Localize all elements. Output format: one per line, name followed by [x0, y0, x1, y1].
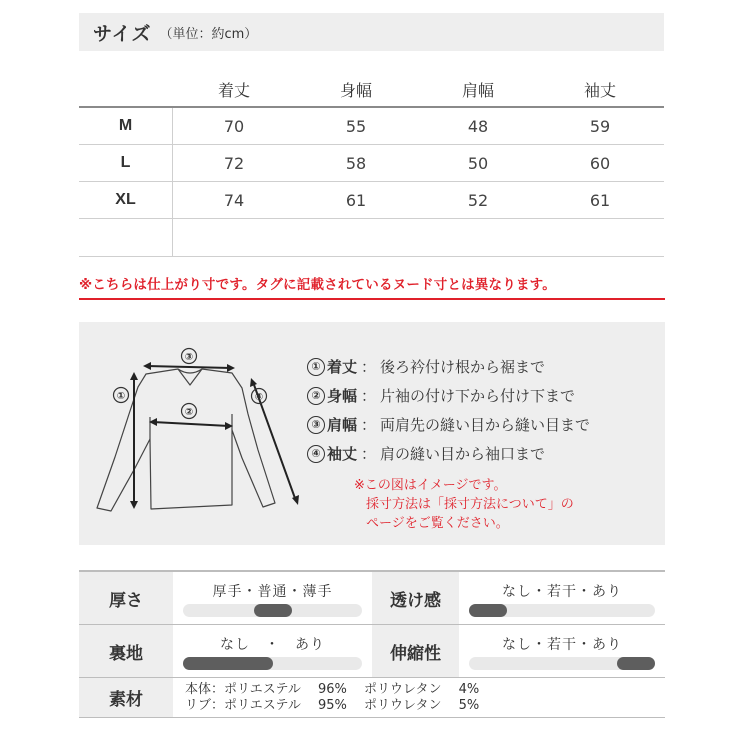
diagram-note-line: 採寸方法は「採寸方法について」の	[366, 497, 574, 512]
table-header-row	[79, 72, 664, 108]
table-cell: 74	[223, 190, 245, 210]
measure-description: 肩の縫い目から袖口まで	[380, 445, 546, 463]
stretch-label: 伸縮性	[372, 625, 459, 677]
size-label: XL	[79, 182, 173, 218]
attribute-row	[79, 572, 665, 625]
material-value	[173, 678, 665, 717]
arrow-head	[143, 362, 151, 370]
arrow-head	[227, 364, 235, 372]
table-cell: 52	[467, 190, 489, 210]
measure-item	[307, 439, 590, 468]
table-cell: 55	[345, 116, 367, 136]
measure-separator: ：	[361, 445, 377, 463]
shoulder-arrow-line	[147, 366, 231, 368]
measure-number: ②	[307, 387, 325, 405]
unit-label: （単位：約cm）	[159, 26, 258, 42]
measure-name: 袖丈	[327, 445, 358, 463]
lining-value	[173, 625, 372, 677]
corner-cell	[79, 72, 173, 106]
lining-label: 裏地	[79, 625, 173, 677]
measure-separator: ：	[361, 387, 377, 405]
measure-name: 肩幅	[327, 416, 358, 434]
sheerness-indicator	[469, 604, 507, 617]
table-row	[79, 108, 664, 145]
marker-3: ③	[184, 352, 194, 363]
column-header: 袖丈	[583, 80, 616, 100]
arrow-head	[292, 495, 299, 505]
sheerness-options: なし・若干・あり	[502, 584, 622, 600]
size-header	[79, 13, 664, 51]
finish-size-note: ※こちらは仕上がり寸です。タグに記載されているヌード寸とは異なります。	[79, 273, 665, 300]
table-cell: 61	[589, 190, 611, 210]
table-row	[79, 182, 664, 219]
measure-item	[307, 410, 590, 439]
marker-2: ②	[184, 407, 194, 418]
attribute-table	[79, 570, 665, 718]
stretch-value	[459, 625, 665, 677]
measure-description: 片袖の付け下から付け下まで	[380, 387, 576, 405]
table-row	[79, 145, 664, 182]
measurement-list	[307, 352, 590, 468]
size-label	[79, 219, 173, 256]
column-header: 肩幅	[461, 80, 494, 100]
diagram-note-line: ページをご覧ください。	[366, 516, 509, 531]
lining-scale	[183, 657, 362, 670]
stretch-scale	[469, 657, 655, 670]
material-line: リブ：ポリエステル 95% ポリウレタン 5%	[185, 697, 480, 713]
size-label: L	[79, 145, 173, 181]
column-header: 身幅	[339, 80, 372, 100]
measure-name: 身幅	[327, 387, 358, 405]
measure-item	[307, 352, 590, 381]
thickness-label: 厚さ	[79, 572, 173, 624]
collar-line	[178, 369, 202, 373]
thickness-scale	[183, 604, 362, 617]
width-arrow-line	[153, 422, 229, 426]
table-cell: 72	[223, 153, 245, 173]
table-row-empty	[79, 219, 664, 257]
arrow-head	[130, 372, 138, 380]
measure-description: 後ろ衿付け根から裾まで	[380, 358, 546, 376]
measure-number: ③	[307, 416, 325, 434]
sheerness-value	[459, 572, 665, 624]
table-cell: 58	[345, 153, 367, 173]
marker-4: ④	[254, 392, 264, 403]
thickness-options: 厚手・普通・薄手	[212, 584, 333, 600]
size-title: サイズ	[93, 22, 152, 45]
attribute-row	[79, 678, 665, 718]
measure-name: 着丈	[327, 358, 358, 376]
lining-indicator	[183, 657, 273, 670]
table-cell: 60	[589, 153, 611, 173]
garment-diagram	[79, 322, 307, 545]
measure-item	[307, 381, 590, 410]
material-line: 本体：ポリエステル 96% ポリウレタン 4%	[185, 681, 480, 697]
thickness-value	[173, 572, 372, 624]
diagram-note-line: ※この図はイメージです。	[354, 478, 507, 493]
measure-number: ④	[307, 445, 325, 463]
measure-separator: ：	[361, 358, 377, 376]
table-cell: 48	[467, 116, 489, 136]
column-header: 着丈	[217, 80, 250, 100]
table-cell: 50	[467, 153, 489, 173]
marker-1: ①	[116, 391, 126, 402]
measurement-diagram-panel	[79, 322, 665, 545]
measure-description: 両肩先の縫い目から縫い目まで	[380, 416, 591, 434]
diagram-note	[354, 476, 574, 533]
stretch-indicator	[617, 657, 655, 670]
measure-number: ①	[307, 358, 325, 376]
lining-options: なし ・ あり	[220, 637, 325, 653]
table-cell: 61	[345, 190, 367, 210]
thickness-indicator	[254, 604, 292, 617]
arrow-head	[130, 501, 138, 509]
material-label: 素材	[79, 678, 173, 717]
size-table	[79, 72, 664, 257]
size-label: M	[79, 108, 173, 144]
table-cell: 70	[223, 116, 245, 136]
attribute-row	[79, 625, 665, 678]
measure-separator: ：	[361, 416, 377, 434]
stretch-options: なし・若干・あり	[502, 637, 622, 653]
table-cell: 59	[589, 116, 611, 136]
sheerness-label: 透け感	[372, 572, 459, 624]
sheerness-scale	[469, 604, 655, 617]
